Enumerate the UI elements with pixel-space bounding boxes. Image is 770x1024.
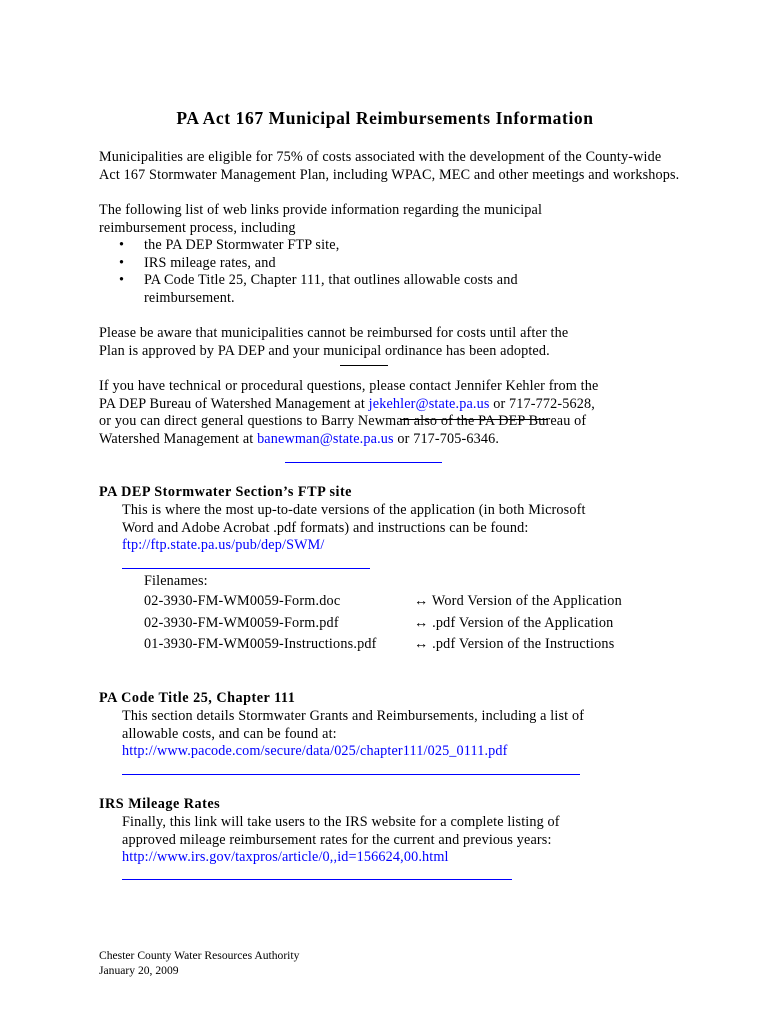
contact-text: Watershed Management at xyxy=(99,430,258,447)
pacode-url-link[interactable]: http://www.pacode.com/secure/data/025/chapter111/025_0111.pdf xyxy=(122,743,508,760)
file-row xyxy=(144,634,622,656)
contact-line xyxy=(99,396,598,414)
irs-section-body xyxy=(122,814,560,867)
file-name: 02-3930-FM-WM0059-Form.pdf xyxy=(144,614,339,631)
contact-line xyxy=(99,431,598,449)
intro-paragraph xyxy=(99,149,679,184)
bullet-text: the PA DEP Stormwater FTP site, xyxy=(144,237,340,254)
ftp-url-link[interactable]: ftp://ftp.state.pa.us/pub/dep/SWM/ xyxy=(122,537,325,554)
notice-line: Plan is approved by PA DEP and your municipal ordinance has been adopted. xyxy=(99,342,550,359)
bullet-text: PA Code Title 25, Chapter 111, that outlines allowable costs and xyxy=(144,272,518,289)
pacode-section-body xyxy=(122,708,584,761)
bullet-text: reimbursement. xyxy=(144,289,235,306)
bullet-item xyxy=(99,237,542,255)
banewman-email-link[interactable]: banewman@state.pa.us xyxy=(257,430,394,447)
page-title: PA Act 167 Municipal Reimbursements Information xyxy=(176,108,594,128)
intro-line: Municipalities are eligible for 75% of costs associated with the development of the County-wide xyxy=(99,149,662,165)
arrow-icon: ↔ xyxy=(414,614,429,631)
ftp-desc-line: Word and Adobe Acrobat .pdf formats) and instructions can be found: xyxy=(122,519,529,536)
contact-text: PA DEP Bureau of Watershed Management at xyxy=(99,395,369,412)
file-desc: Word Version of the Application xyxy=(431,593,622,609)
contact-line: If you have technical or procedural questions, please contact Jennifer Kehler from the xyxy=(99,378,599,394)
irs-desc-line: Finally, this link will take users to the IRS website for a complete listing of xyxy=(122,814,560,830)
irs-desc-line: approved mileage reimbursement rates for the current and previous years: xyxy=(122,831,552,848)
filenames-label: Filenames: xyxy=(144,573,208,589)
ftp-desc-line: This is where the most up-to-date versions of the application (in both Microsoft xyxy=(122,502,586,518)
irs-url-link[interactable]: http://www.irs.gov/taxpros/article/0,,id=156624,00.html xyxy=(122,849,449,866)
bullet-icon: • xyxy=(119,254,125,271)
pacode-desc-line: This section details Stormwater Grants and Reimbursements, including a list of xyxy=(122,708,585,724)
ftp-url-underline xyxy=(122,568,370,569)
pacode-section-heading: PA Code Title 25, Chapter 111 xyxy=(99,690,296,706)
pacode-desc-line: allowable costs, and can be found at: xyxy=(122,725,337,742)
file-row xyxy=(144,591,622,613)
pacode-url-underline xyxy=(122,774,580,775)
links-intro-line: The following list of web links provide information regarding the municipal xyxy=(99,202,543,218)
links-intro-line: reimbursement process, including xyxy=(99,219,296,236)
links-paragraph xyxy=(99,202,542,308)
contact-text: or 717-772-5628, xyxy=(489,395,595,412)
ftp-section-heading: PA DEP Stormwater Section’s FTP site xyxy=(99,484,352,500)
contact-text: or 717-705-6346. xyxy=(393,430,500,447)
ftp-section-body xyxy=(122,502,586,555)
separator-line xyxy=(285,462,442,463)
file-name: 02-3930-FM-WM0059-Form.doc xyxy=(144,593,341,609)
bullet-item xyxy=(99,255,542,273)
intro-line: Act 167 Stormwater Management Plan, including WPAC, MEC and other meetings and workshops. xyxy=(99,166,680,183)
bullet-icon: • xyxy=(119,237,125,254)
bullet-text: IRS mileage rates, and xyxy=(144,254,276,271)
contact-paragraph xyxy=(99,378,598,448)
file-desc: .pdf Version of the Instructions xyxy=(432,636,615,652)
bullet-item xyxy=(99,272,542,307)
bullet-icon: • xyxy=(119,272,125,289)
jekehler-email-link[interactable]: jekehler@state.pa.us xyxy=(368,395,490,412)
irs-url-underline xyxy=(122,879,512,880)
underline-mark xyxy=(340,365,388,366)
footer-org: Chester County Water Resources Authority xyxy=(99,949,300,962)
contact-line: or you can direct general questions to Barry Newman also of the PA DEP Bureau of xyxy=(99,413,587,430)
arrow-icon: ↔ xyxy=(414,636,429,652)
file-list xyxy=(144,591,622,656)
page-footer xyxy=(99,948,299,978)
file-row xyxy=(144,613,622,635)
underline-mark xyxy=(400,419,548,420)
irs-section-heading: IRS Mileage Rates xyxy=(99,796,221,812)
file-desc: .pdf Version of the Application xyxy=(432,614,614,631)
file-name: 01-3930-FM-WM0059-Instructions.pdf xyxy=(144,636,377,652)
arrow-icon: ↔ xyxy=(414,593,429,609)
notice-paragraph xyxy=(99,325,568,360)
notice-line: Please be aware that municipalities cannot be reimbursed for costs until after the xyxy=(99,325,569,341)
footer-date: January 20, 2009 xyxy=(99,964,179,977)
